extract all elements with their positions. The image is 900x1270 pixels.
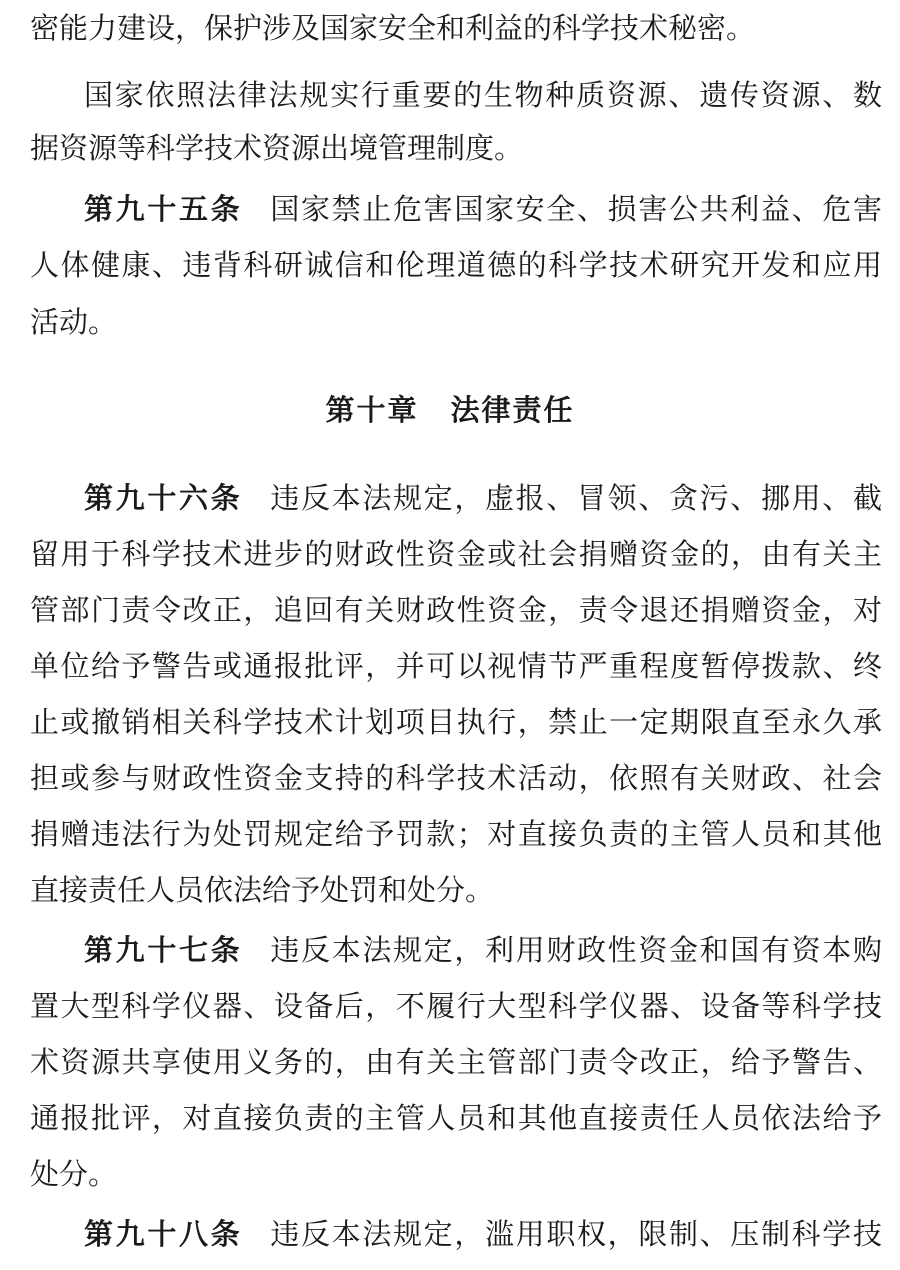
- paragraph-line: 管部门责令改正，追回有关财政性资金，责令退还捐赠资金，对: [30, 593, 882, 627]
- article-97-text: 违反本法规定，利用财政性资金和国有资本购: [270, 933, 882, 967]
- paragraph-line: 直接责任人员依法给予处罚和处分。: [30, 873, 495, 907]
- paragraph-line: 密能力建设，保护涉及国家安全和利益的科学技术秘密。: [30, 11, 756, 45]
- article-96-text: 违反本法规定，虚报、冒领、贪污、挪用、截: [270, 481, 882, 515]
- article-97-label: 第九十七条: [84, 933, 243, 967]
- article-95-first-line: [84, 187, 882, 231]
- paragraph-line: 留用于科学技术进步的财政性资金或社会捐赠资金的，由有关主: [30, 537, 882, 571]
- paragraph-line: 据资源等科学技术资源出境管理制度。: [30, 131, 524, 165]
- paragraph-line: 人体健康、违背科研诚信和伦理道德的科学技术研究开发和应用: [30, 248, 882, 282]
- paragraph-line: 处分。: [30, 1157, 118, 1191]
- paragraph-line: 止或撤销相关科学技术计划项目执行，禁止一定期限直至永久承: [30, 705, 882, 739]
- paragraph-line: 通报批评，对直接负责的主管人员和其他直接责任人员依法给予: [30, 1101, 882, 1135]
- paragraph-line: 担或参与财政性资金支持的科学技术活动，依照有关财政、社会: [30, 761, 882, 795]
- article-98-text: 违反本法规定，滥用职权，限制、压制科学技: [270, 1217, 882, 1251]
- chapter-heading: [0, 386, 900, 434]
- paragraph-line: 置大型科学仪器、设备后，不履行大型科学仪器、设备等科学技: [30, 989, 882, 1023]
- article-97-first-line: [84, 928, 882, 972]
- article-98-first-line: [84, 1212, 882, 1256]
- paragraph-line: 捐赠违法行为处罚规定给予罚款；对直接负责的主管人员和其他: [30, 817, 882, 851]
- paragraph-line: 国家依照法律法规实行重要的生物种质资源、遗传资源、数: [84, 78, 882, 112]
- chapter-title: 法律责任: [450, 393, 575, 427]
- article-98-label: 第九十八条: [84, 1217, 243, 1251]
- paragraph-line: 活动。: [30, 305, 118, 339]
- article-96-first-line: [84, 476, 882, 520]
- chapter-number: 第十章: [325, 393, 419, 427]
- article-95-text: 国家禁止危害国家安全、损害公共利益、危害: [270, 192, 882, 226]
- article-96-label: 第九十六条: [84, 481, 243, 515]
- article-95-label: 第九十五条: [84, 192, 243, 226]
- paragraph-line: 术资源共享使用义务的，由有关主管部门责令改正，给予警告、: [30, 1045, 882, 1079]
- paragraph-line: 单位给予警告或通报批评，并可以视情节严重程度暂停拨款、终: [30, 649, 882, 683]
